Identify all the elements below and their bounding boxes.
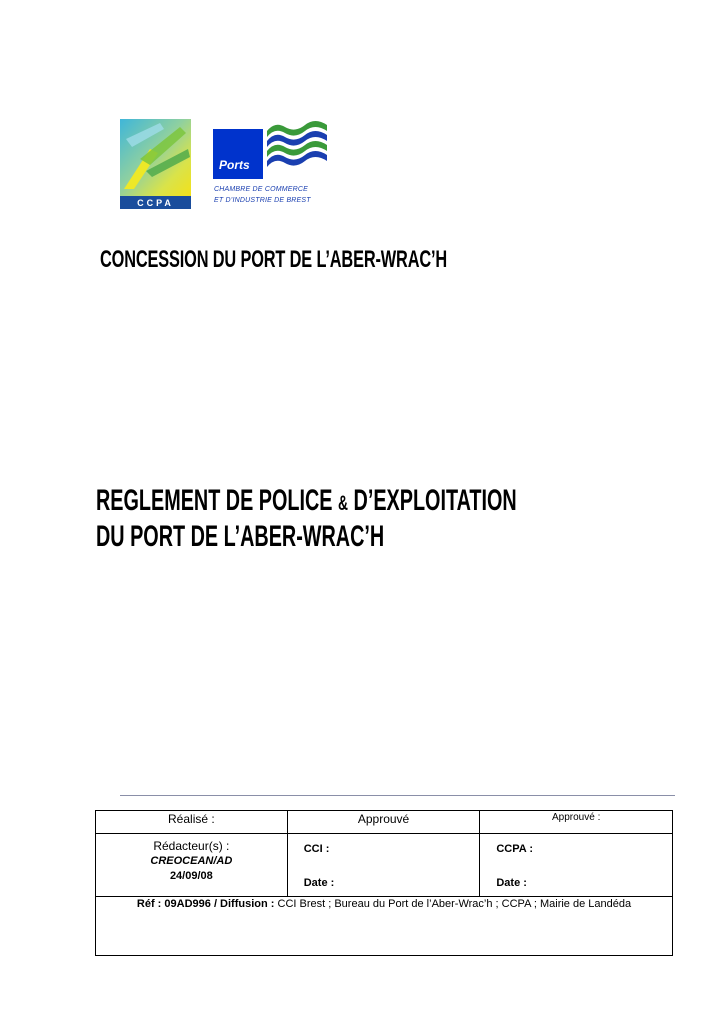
reference-value: CCI Brest ; Bureau du Port de l’Aber-Wrac’h ; CCPA ; Mairie de Landéda (274, 898, 632, 910)
table-header-row (96, 811, 673, 834)
reglement-part1: REGLEMENT DE POLICE (96, 484, 339, 517)
waves-icon (265, 119, 329, 167)
cci-line-1: CHAMBRE DE COMMERCE (214, 186, 309, 193)
header-approuve-2: Approuvé : (480, 811, 673, 834)
ccpa-date-label: Date : (496, 877, 527, 889)
reglement-part2: D’EXPLOITATION (348, 484, 517, 517)
cci-cell (287, 834, 480, 897)
cci-date-label: Date : (303, 877, 335, 889)
cci-ports-logo (213, 119, 333, 209)
ccpa-logo-graphic (120, 119, 191, 209)
ccpa-logo-text: CCPA (137, 198, 174, 208)
ccpa-label: CCPA : (496, 843, 534, 855)
reference-row (96, 897, 673, 956)
redacteur-date: 24/09/08 (169, 870, 213, 882)
table-body-row (96, 834, 673, 897)
cci-label: CCI : (303, 843, 330, 855)
reference-cell (96, 897, 673, 956)
divider-line (120, 795, 675, 796)
reference-label: Réf : 09AD996 / Diffusion : (136, 898, 275, 910)
redacteur-label: Rédacteur(s) : (153, 839, 230, 853)
ports-label: Ports (219, 158, 250, 172)
redacteur-cell (96, 834, 288, 897)
ccpa-cell (480, 834, 673, 897)
header-realise: Réalisé : (96, 811, 288, 834)
concession-title: CONCESSION DU PORT DE L’ABER-WRAC’H (100, 246, 448, 273)
ccpa-logo (120, 119, 191, 209)
approval-table (95, 810, 673, 956)
cci-line-2: ET D’INDUSTRIE DE BREST (214, 197, 311, 204)
ports-box (213, 129, 263, 179)
reglement-title-line1 (96, 484, 517, 518)
redacteur-name: CREOCEAN/AD (150, 855, 233, 867)
reglement-title-line2: DU PORT DE L’ABER-WRAC’H (96, 520, 385, 553)
reglement-ampersand: & (338, 492, 349, 515)
header-approuve: Approuvé (287, 811, 480, 834)
